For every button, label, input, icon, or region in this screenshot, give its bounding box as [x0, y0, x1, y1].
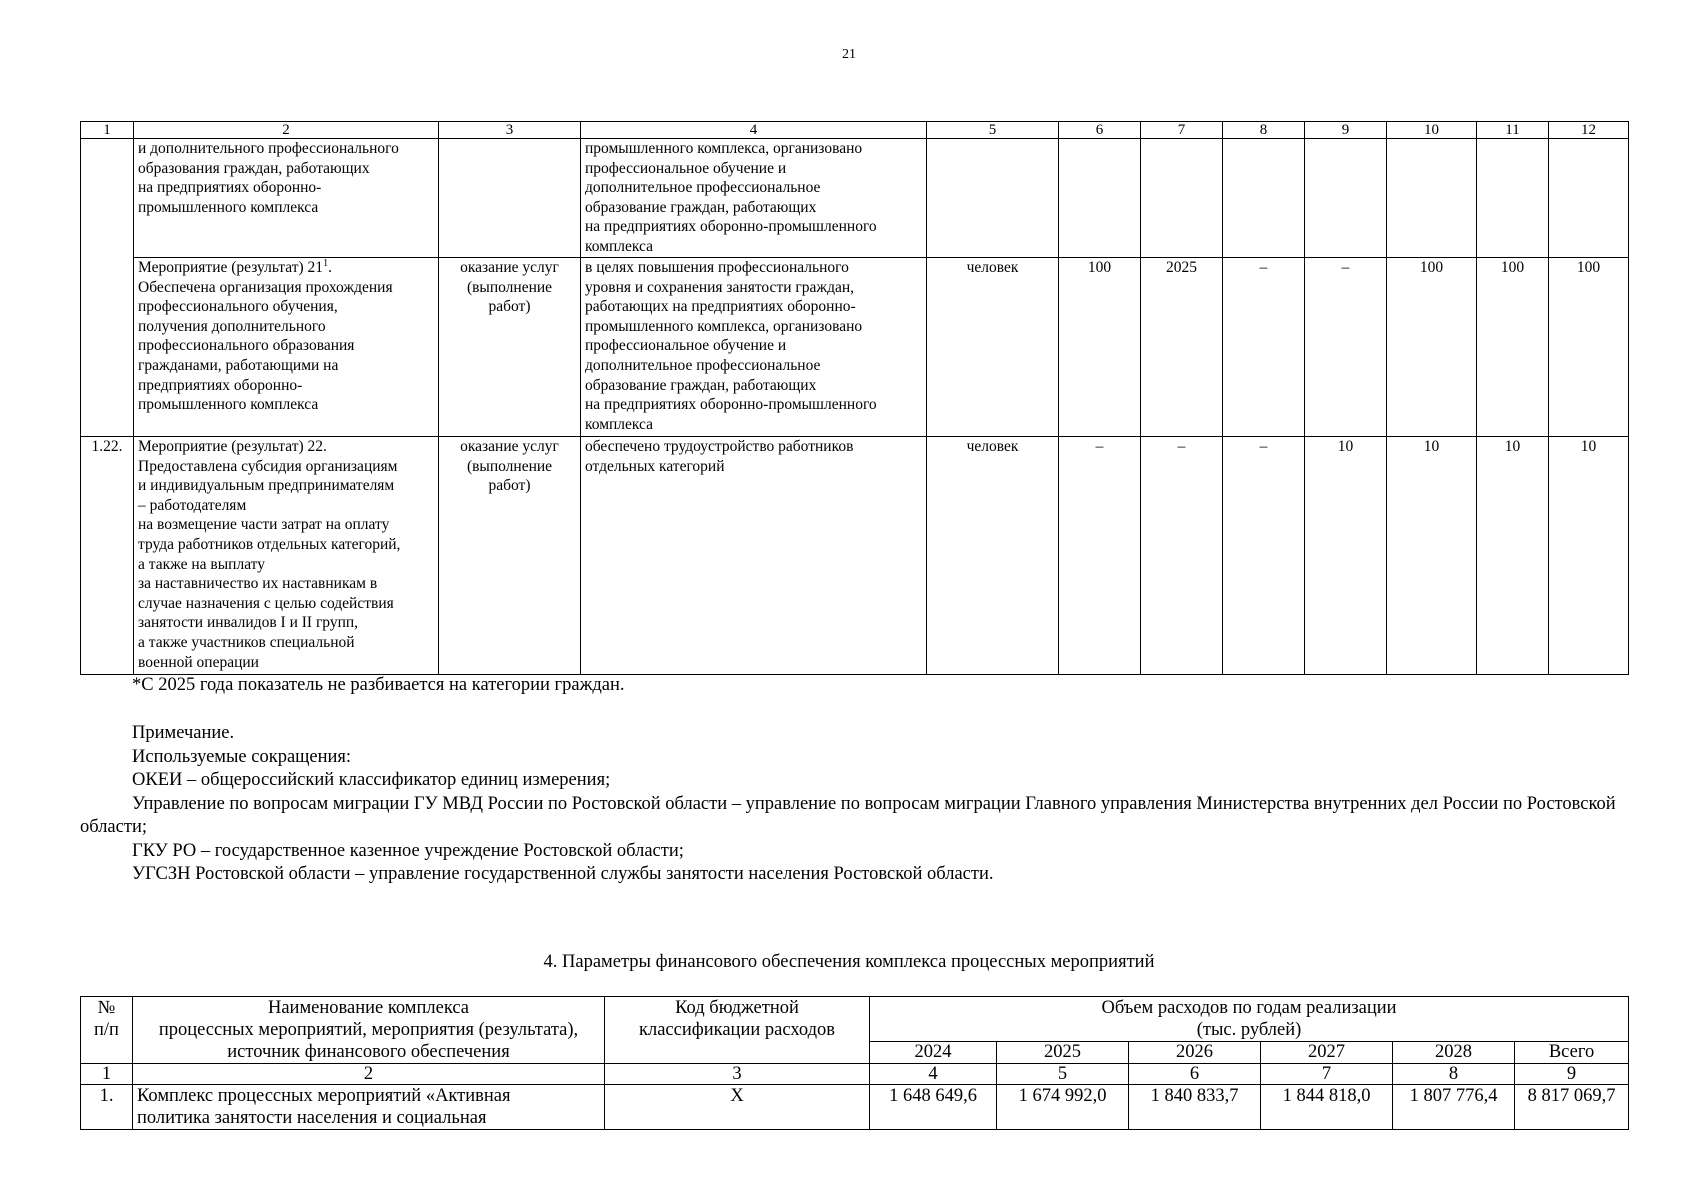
- text-line: а также на выплату: [138, 555, 265, 573]
- text-line: п/п: [94, 1020, 119, 1040]
- note-item: ГКУ РО – государственное казенное учреждение Ростовской области;: [132, 840, 684, 861]
- cell-name: [134, 139, 439, 258]
- text-line: Комплекс процессных мероприятий «Активная: [137, 1086, 511, 1106]
- year-header: 2026: [1129, 1042, 1261, 1064]
- text-line: промышленного комплекса, организовано: [585, 140, 863, 157]
- text-line: на возмещение части затрат на оплату: [138, 516, 390, 534]
- cell-value: 100: [1387, 258, 1477, 437]
- text-line: Обеспечена организация прохождения: [138, 278, 393, 296]
- col-num: 4: [870, 1064, 997, 1085]
- text-line: уровня и сохранения занятости граждан,: [585, 278, 855, 296]
- text-line: в целях повышения профессионального: [585, 259, 849, 276]
- text-line: Объем расходов по годам реализации: [1101, 998, 1397, 1018]
- cell-empty: [1141, 139, 1223, 258]
- text-line: промышленного комплекса: [138, 198, 319, 216]
- column-number-row: [81, 1064, 1629, 1085]
- text-line: профессионального образования: [138, 337, 355, 355]
- col-num: 2: [133, 1064, 605, 1085]
- text-line: и дополнительного профессионального: [138, 140, 399, 157]
- cell-code: Х: [605, 1085, 870, 1130]
- text-line: военной операции: [138, 653, 259, 671]
- section-title: 4. Параметры финансового обеспечения комплекса процессных мероприятий: [543, 952, 1155, 972]
- text-line: – работодателям: [138, 496, 247, 514]
- cell-unit: человек: [927, 258, 1059, 437]
- text-line: (выполнение: [466, 278, 553, 296]
- text-line: политика занятости населения и социальная: [137, 1108, 487, 1128]
- cell-value: 100: [1059, 258, 1141, 437]
- text-line: получения дополнительного: [138, 317, 326, 335]
- cell-description: [581, 139, 927, 258]
- cell-value: 100: [1549, 258, 1629, 437]
- col-num: 9: [1515, 1064, 1629, 1085]
- year-header: 2024: [870, 1042, 997, 1064]
- cell-value: 2025: [1141, 258, 1223, 437]
- column-number-row: [81, 122, 1629, 139]
- note-item: ОКЕИ – общероссийский классификатор единиц измерения;: [132, 770, 611, 790]
- text-line: случае назначения с целью содействия: [138, 594, 394, 612]
- cell-name: [133, 1085, 605, 1130]
- cell-value: –: [1223, 258, 1305, 437]
- text-line: Предоставлена субсидия организациям: [138, 457, 398, 475]
- cell-value: 100: [1477, 258, 1549, 437]
- text-line: комплекса: [585, 237, 654, 255]
- cell-value: 10: [1387, 437, 1477, 675]
- cell-empty: [81, 139, 134, 437]
- text-line: профессиональное обучение и: [585, 337, 787, 355]
- col-num: 8: [1223, 122, 1305, 139]
- header-name: [133, 997, 605, 1064]
- col-num: 6: [1059, 122, 1141, 139]
- cell-value: 10: [1477, 437, 1549, 675]
- col-num: 2: [134, 122, 439, 139]
- text-line: Мероприятие (результат) 22.: [138, 438, 327, 455]
- cell-description: [581, 258, 927, 437]
- cell-empty: [1477, 139, 1549, 258]
- footnote-text: *С 2025 года показатель не разбивается на категории граждан.: [132, 675, 625, 695]
- notes-block: [80, 722, 1628, 887]
- cell-amount: 1 844 818,0: [1261, 1085, 1393, 1130]
- cell-amount: 1 840 833,7: [1129, 1085, 1261, 1130]
- cell-empty: [439, 139, 581, 258]
- header-code: [605, 997, 870, 1064]
- cell-value: –: [1305, 258, 1387, 437]
- cell-empty: [1305, 139, 1387, 258]
- text-line: профессиональное обучение и: [585, 159, 787, 177]
- cell-empty: [1059, 139, 1141, 258]
- cell-value: –: [1223, 437, 1305, 675]
- note-item: УГСЗН Ростовской области – управление государственной службы занятости населения Ростовской области.: [132, 864, 994, 884]
- text-line: работающих на предприятиях оборонно-: [585, 298, 856, 316]
- text-line: (тыс. рублей): [1196, 1020, 1302, 1040]
- text-line: оказание услуг: [460, 438, 559, 455]
- text-line: отдельных категорий: [585, 457, 725, 475]
- event-title: Мероприятие (результат) 21: [138, 259, 324, 276]
- cell-value: 10: [1305, 437, 1387, 675]
- col-num: 3: [605, 1064, 870, 1085]
- header-row: [81, 997, 1629, 1042]
- cell-description: [581, 437, 927, 675]
- cell-total: 8 817 069,7: [1515, 1085, 1629, 1130]
- col-num: 12: [1549, 122, 1629, 139]
- text-line: на предприятиях оборонно-промышленного: [585, 396, 877, 414]
- col-num: 8: [1393, 1064, 1515, 1085]
- text-line: процессных мероприятий, мероприятия (результата),: [158, 1020, 579, 1040]
- text-line: образования граждан, работающих: [138, 159, 370, 177]
- text-line: Код бюджетной: [675, 998, 799, 1018]
- col-num: 7: [1261, 1064, 1393, 1085]
- text-line: Наименование комплекса: [267, 998, 470, 1018]
- text-line: №: [97, 998, 116, 1018]
- punctuation: .: [328, 259, 332, 276]
- text-line: предприятиях оборонно-: [138, 376, 303, 394]
- text-line: образование граждан, работающих: [585, 376, 817, 394]
- col-num: 6: [1129, 1064, 1261, 1085]
- col-num: 11: [1477, 122, 1549, 139]
- finance-table: [80, 996, 1629, 1130]
- superscript: 1: [323, 257, 329, 269]
- table-row: [81, 437, 1629, 675]
- text-line: источник финансового обеспечения: [227, 1042, 510, 1062]
- header-volume: [870, 997, 1629, 1042]
- year-header: 2025: [997, 1042, 1129, 1064]
- text-line: промышленного комплекса, организовано: [585, 317, 863, 335]
- text-line: профессионального обучения,: [138, 298, 338, 316]
- cell-unit: человек: [927, 437, 1059, 675]
- notes-subtitle: Используемые сокращения:: [132, 746, 352, 767]
- text-line: за наставничество их наставникам в: [138, 575, 378, 593]
- cell-empty: [1387, 139, 1477, 258]
- text-line: оказание услуг: [460, 259, 559, 276]
- year-header: 2028: [1393, 1042, 1515, 1064]
- cell-number: 1.22.: [81, 437, 134, 675]
- text-line: дополнительное профессиональное: [585, 179, 821, 197]
- cell-type: [439, 258, 581, 437]
- year-header: 2027: [1261, 1042, 1393, 1064]
- indicators-table: [80, 121, 1629, 675]
- col-num: 1: [81, 122, 134, 139]
- footnote: [80, 674, 1628, 698]
- cell-type: [439, 437, 581, 675]
- table-row: [81, 1085, 1629, 1130]
- cell-amount: 1 674 992,0: [997, 1085, 1129, 1130]
- text-line: комплекса: [585, 415, 654, 433]
- text-line: [138, 258, 435, 278]
- col-num: 7: [1141, 122, 1223, 139]
- header-number: [81, 997, 133, 1064]
- notes-title: Примечание.: [132, 723, 235, 743]
- text-line: и индивидуальным предпринимателям: [138, 477, 395, 495]
- text-line: труда работников отдельных категорий,: [138, 535, 401, 553]
- cell-number: 1.: [81, 1085, 133, 1130]
- col-num: 9: [1305, 122, 1387, 139]
- text-line: занятости инвалидов I и II групп,: [138, 614, 359, 632]
- total-header: Всего: [1515, 1042, 1629, 1064]
- text-line: на предприятиях оборонно-: [138, 179, 322, 197]
- table-row: [81, 139, 1629, 258]
- text-line: на предприятиях оборонно-промышленного: [585, 218, 877, 236]
- text-line: образование граждан, работающих: [585, 198, 817, 216]
- col-num: 5: [997, 1064, 1129, 1085]
- text-line: а также участников специальной: [138, 633, 355, 651]
- cell-amount: 1 648 649,6: [870, 1085, 997, 1130]
- text-line: работ): [488, 477, 531, 495]
- page-number: 21: [842, 47, 856, 62]
- text-line: обеспечено трудоустройство работников: [585, 438, 854, 455]
- cell-empty: [927, 139, 1059, 258]
- text-line: (выполнение: [466, 457, 553, 475]
- text-line: гражданами, работающими на: [138, 356, 339, 374]
- cell-amount: 1 807 776,4: [1393, 1085, 1515, 1130]
- text-line: работ): [488, 298, 531, 316]
- cell-value: 10: [1549, 437, 1629, 675]
- col-num: 4: [581, 122, 927, 139]
- cell-empty: [1223, 139, 1305, 258]
- text-line: дополнительное профессиональное: [585, 356, 821, 374]
- text-line: классификации расходов: [639, 1020, 835, 1040]
- col-num: 3: [439, 122, 581, 139]
- col-num: 10: [1387, 122, 1477, 139]
- cell-value: –: [1059, 437, 1141, 675]
- cell-name: [134, 437, 439, 675]
- col-num: 5: [927, 122, 1059, 139]
- table-row: [81, 258, 1629, 437]
- cell-name: [134, 258, 439, 437]
- col-num: 1: [81, 1064, 133, 1085]
- note-item: Управление по вопросам миграции ГУ МВД России по Ростовской области – управление по вопросам миграции Главного управления Министерства внутренних дел России по Ростовской области;: [80, 793, 1616, 837]
- cell-empty: [1549, 139, 1629, 258]
- text-line: промышленного комплекса: [138, 396, 319, 414]
- cell-value: –: [1141, 437, 1223, 675]
